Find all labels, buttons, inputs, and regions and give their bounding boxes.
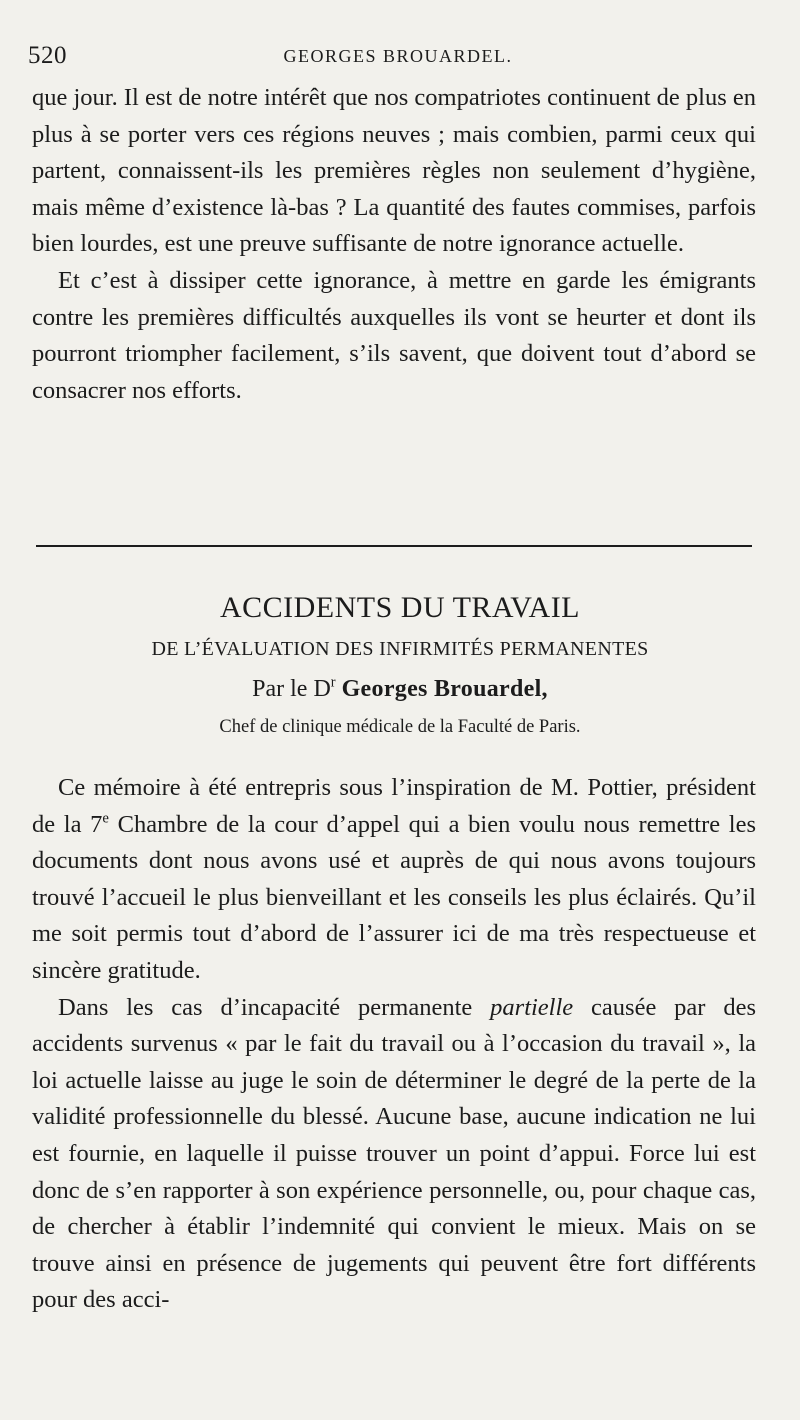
page-number: 520 — [28, 42, 67, 69]
article-heading — [0, 588, 800, 742]
emphasis: partielle — [490, 993, 574, 1021]
section-divider — [36, 545, 752, 547]
paragraph — [32, 770, 756, 990]
paragraph-text: causée par des accidents survenus « par le fait du travail ou à l’occasion du travail », la loi actuelle laisse au juge le soin de déterminer le degré de la perte de la validité professionnelle du blessé. Aucune base, aucune indication ne lui est fournie, en laquelle il puisse trouver un point d’appui. Force lui est donc de s’en rapporter à son expérience personnelle, ou, pour chaque cas, de chercher à établir l’indemnité qui convient le mieux. Mais on se trouve ainsi en présence de jugements qui peuvent être fort différents pour des acci- — [32, 993, 756, 1314]
paragraph-text: Chambre de la cour d’appel qui a bien voulu nous remettre les documents dont nous avons usé et auprès de qui nous avons toujours trouvé l’accueil le plus bienveillant et les conseils les plus éclairés. Qu’il me soit permis tout d’abord de l’assurer ici de ma très respectueuse et sincère gratitude. — [32, 810, 756, 984]
paragraph-text: Ce mémoire à été entrepris sous l’inspiration de M. Pottier, président de la 7 — [32, 774, 756, 838]
byline — [0, 672, 800, 706]
paragraph: Et c’est à dissiper cette ignorance, à mettre en garde les émigrants contre les premières difficultés auxquelles ils vont se heurter et dont ils pourront triompher facilement, s’ils savent, que doivent tout d’abord se consacrer nos efforts. — [32, 266, 756, 404]
author-affiliation: Chef de clinique médicale de la Faculté de Paris. — [219, 717, 581, 737]
paragraph — [32, 990, 756, 1319]
paragraph: que jour. Il est de notre intérêt que nos compatriotes continuent de plus en plus à se porter vers ces régions neuves ; mais combien, parmi ceux qui partent, connaissent-ils les premières règles non seulement d’hygiène, mais même d’existence là-bas ? La quantité des fautes commises, parfois bien lourdes, est une preuve suffisante de notre ignorance actuelle. — [32, 84, 756, 258]
paragraph-text: Dans les cas d’incapacité permanente — [58, 993, 491, 1021]
running-title: GEORGES BROUARDEL. — [283, 46, 513, 66]
superscript: e — [102, 810, 109, 827]
byline-superscript: r — [330, 674, 336, 691]
article-subtitle: DE L’ÉVALUATION DES INFIRMITÉS PERMANENTES — [151, 638, 649, 660]
article-title: ACCIDENTS DU TRAVAIL — [219, 591, 581, 624]
byline-prefix: Par le D — [252, 676, 331, 702]
author-name: Georges Brouardel, — [341, 676, 548, 702]
running-head — [28, 42, 768, 72]
article-body — [32, 770, 756, 1319]
preceding-article-text — [32, 80, 756, 409]
